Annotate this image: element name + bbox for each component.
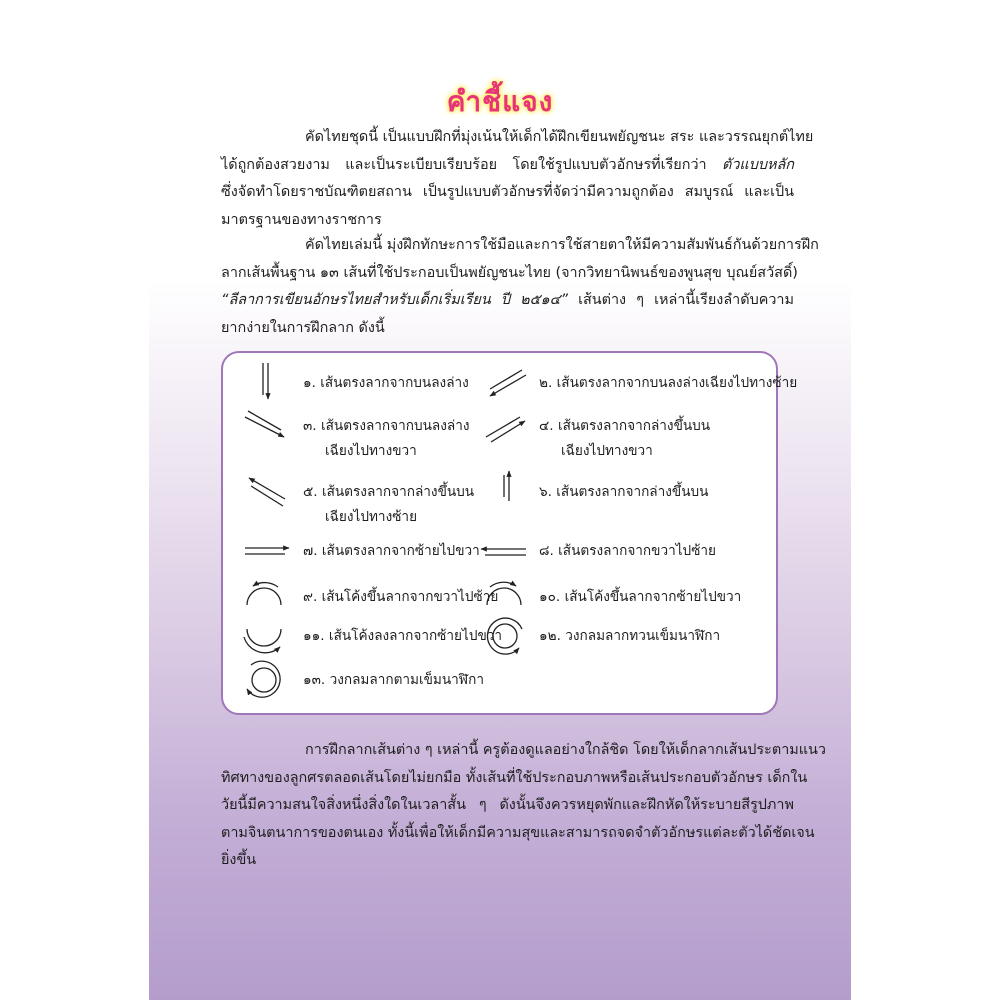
practice-line: ลากเส้นพื้นฐาน ๑๓ เส้นที่ใช้ประกอบเป็นพยัญชนะไทย (จากวิทยานิพนธ์ของพูนสุข บุณย์สวัสดิ์) [221, 264, 798, 281]
stroke-label: ๕. เส้นตรงลากจากล่างขึ้นบน [303, 484, 475, 500]
stroke-item-3 [303, 414, 469, 464]
stroke-item-7 [303, 539, 480, 564]
diagonal-down-right-arrow-icon [245, 411, 284, 437]
stroke-label: ๓. เส้นตรงลากจากบนลงล่าง [303, 418, 470, 434]
arc-down-left-to-right-arrow-icon [244, 629, 281, 653]
stroke-label: ๑๑. เส้นโค้งลงลากจากซ้ายไปขวา [303, 628, 503, 644]
practice-paragraph [221, 232, 819, 342]
intro-line: ซึ่งจัดทำโดยราชบัณฑิตยสถาน เป็นรูปแบบตัวอักษรที่จัดว่ามีความถูกต้อง สมบูรณ์ และเป็น [221, 184, 794, 200]
stroke-item-11 [303, 624, 502, 649]
stroke-label: ๖. เส้นตรงลากจากล่างขึ้นบน [539, 484, 709, 500]
closing-paragraph [221, 737, 826, 875]
stroke-label: ๗. เส้นตรงลากจากซ้ายไปขวา [303, 543, 480, 559]
closing-line: ยิ่งขึ้น [221, 852, 257, 868]
closing-line: ตามจินตนาการของตนเอง ทั้งนี้เพื่อให้เด็กมีความสุขและสามารถจดจำตัวอักษรแต่ละตัวได้ชัดเจน [221, 824, 815, 841]
stroke-label-cont: เฉียงไปทางขวา [325, 443, 417, 459]
stroke-list-box [221, 351, 798, 715]
stroke-label: ๑๓. วงกลมลากตามเข็มนาฬิกา [303, 672, 484, 688]
stroke-item-6 [539, 480, 708, 505]
stroke-item-9 [303, 585, 498, 610]
horizontal-right-arrow-icon [245, 548, 289, 554]
stroke-item-13 [303, 668, 484, 693]
intro-line [221, 152, 794, 180]
stroke-item-1 [303, 371, 469, 396]
intro-paragraph [221, 124, 814, 234]
vertical-up-arrow-icon [504, 471, 509, 501]
horizontal-left-arrow-icon [481, 549, 526, 555]
vertical-down-arrow-icon [263, 363, 268, 399]
stroke-label: ๑๒. วงกลมลากทวนเข็มนาฬิกา [539, 628, 721, 644]
stroke-item-4 [539, 414, 710, 464]
circle-clockwise-arrow-icon [247, 661, 280, 697]
diagonal-up-left-arrow-icon [249, 478, 285, 506]
stroke-item-12 [539, 624, 720, 649]
practice-line: ยากง่ายในการฝึกลาก ดังนี้ [221, 319, 385, 336]
practice-line: คัดไทยเล่มนี้ มุ่งฝึกทักษะการใช้มือและการใช้สายตาให้มีความสัมพันธ์กันด้วยการฝึก [305, 237, 819, 253]
stroke-label: ๑. เส้นตรงลากจากบนลงล่าง [303, 375, 469, 391]
stroke-label: ๙. เส้นโค้งขึ้นลากจากขวาไปซ้าย [303, 589, 499, 605]
intro-line: มาตรฐานของทางราชการ [221, 211, 382, 228]
practice-text: เส้นต่าง ๆ เหล่านี้เรียงลำดับความ [578, 292, 794, 308]
diagonal-up-right-arrow-icon [486, 417, 525, 442]
stroke-item-8 [539, 539, 716, 564]
emphasis-text: ตัวแบบหลัก [722, 156, 794, 173]
stroke-label-cont: เฉียงไปทางซ้าย [325, 509, 418, 525]
practice-line [221, 287, 794, 315]
closing-line: ทิศทางของลูกศรตลอดเส้นโดยไม่ยกมือ ทั้งเส้นที่ใช้ประกอบภาพหรือเส้นประกอบตัวอักษร เด็กใน [221, 769, 808, 786]
closing-line: วัยนี้มีความสนใจสิ่งหนึ่งสิ่งใดในเวลาสั้น ๆ ดังนั้นจึงควรหยุดพักและฝึกหัดให้ระบายสีรูปภาพ [221, 797, 794, 813]
closing-line: การฝึกลากเส้นต่าง ๆ เหล่านี้ ครูต้องดูแลอย่างใกล้ชิด โดยให้เด็กลากเส้นประตามแนว [305, 742, 826, 758]
stroke-item-5 [303, 480, 474, 530]
diagonal-down-left-arrow-icon [490, 370, 526, 396]
document-page [149, 0, 851, 1000]
stroke-label: ๑๐. เส้นโค้งขึ้นลากจากซ้ายไปขวา [539, 589, 742, 605]
intro-text: ได้ถูกต้องสวยงาม และเป็นระเบียบเรียบร้อย โดยใช้รูปแบบตัวอักษรที่เรียกว่า [221, 156, 707, 173]
intro-line: คัดไทยชุดนี้ เป็นแบบฝึกที่มุ่งเน้นให้เด็กได้ฝึกเขียนพยัญชนะ สระ และวรรณยุกต์ไทย [305, 129, 814, 145]
stroke-label: ๘. เส้นตรงลากจากขวาไปซ้าย [539, 543, 717, 559]
arc-up-right-to-left-arrow-icon [247, 583, 281, 605]
stroke-icons [223, 353, 776, 713]
stroke-item-10 [539, 585, 741, 610]
stroke-label-cont: เฉียงไปทางขวา [561, 443, 653, 459]
thesis-title: “ลีลาการเขียนอักษรไทยสำหรับเด็กเริ่มเรียน ปี ๒๕๑๔” [221, 292, 568, 308]
stroke-label: ๒. เส้นตรงลากจากบนลงล่างเฉียงไปทางซ้าย [539, 375, 798, 391]
page-title: คำชี้แจง [446, 85, 554, 118]
stroke-label: ๔. เส้นตรงลากจากล่างขึ้นบน [539, 418, 711, 434]
stroke-item-2 [539, 371, 797, 396]
